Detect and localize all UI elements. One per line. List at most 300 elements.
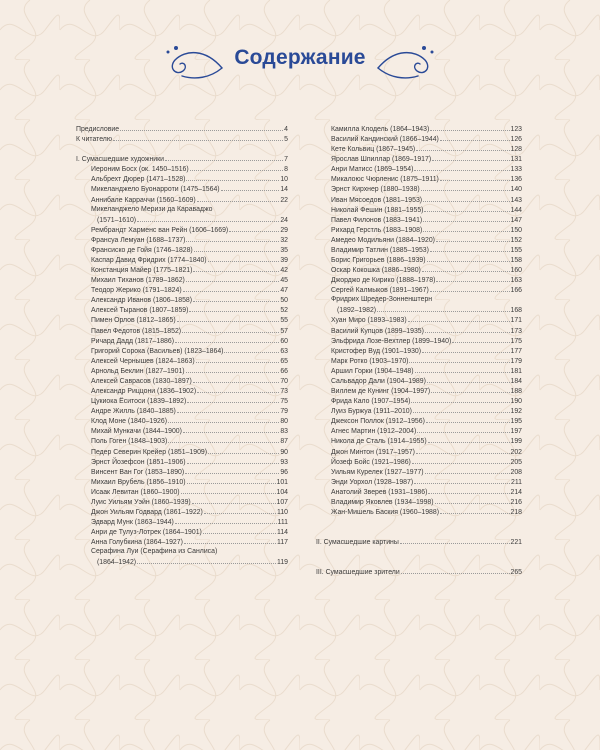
toc-entry[interactable] <box>76 225 288 235</box>
toc-entry[interactable] <box>76 346 288 356</box>
toc-entry[interactable] <box>76 245 288 255</box>
toc-entry-title: Джорджо де Кирико (1888–1978) <box>331 277 436 285</box>
toc-page-number: 101 <box>276 478 288 486</box>
toc-entry[interactable] <box>316 265 522 275</box>
toc-page-number: 123 <box>510 126 522 133</box>
toc-entry[interactable] <box>76 315 288 325</box>
toc-entry[interactable] <box>76 497 288 507</box>
toc-leader-dots <box>185 467 279 474</box>
toc-entry-title: Фридрих Шредер-Зонненштерн <box>331 296 433 304</box>
toc-entry-title: Рембрандт Харменс ван Рейн (1606–1669) <box>91 226 229 234</box>
toc-page-number: 117 <box>277 539 288 547</box>
toc-page-number: 107 <box>276 498 288 506</box>
toc-leader-dots <box>422 265 510 272</box>
toc-leader-dots <box>194 245 280 252</box>
toc-page-number: 179 <box>510 357 522 365</box>
toc-entry-title: Поль Гоген (1848–1903) <box>91 438 168 446</box>
toc-page-number: 52 <box>280 307 288 315</box>
toc-section-entry[interactable] <box>316 567 522 577</box>
toc-page-number: 66 <box>280 367 288 375</box>
toc-leader-dots <box>137 215 279 222</box>
toc-page-number: 181 <box>510 367 522 375</box>
toc-section-entry[interactable] <box>76 134 288 144</box>
toc-entry-title: II. Сумасшедшие картины <box>316 539 399 547</box>
toc-leader-dots <box>377 305 509 312</box>
toc-leader-dots <box>208 255 280 262</box>
toc-entry-title: Ярослав Шпиллар (1869–1917) <box>331 156 432 164</box>
toc-entry-title: Эрнст Кирхнер (1880–1938) <box>331 186 420 194</box>
toc-leader-dots <box>424 205 509 212</box>
toc-page-number: 158 <box>510 257 522 265</box>
toc-page-number: 150 <box>510 226 522 234</box>
toc-entry-title: Жан-Мишель Баския (1960–1988) <box>331 508 440 516</box>
toc-entry[interactable] <box>316 295 522 305</box>
toc-entry[interactable] <box>316 184 522 194</box>
toc-entry-title: Иван Мясоедов (1881–1953) <box>331 196 423 204</box>
toc-page-number: 221 <box>510 539 522 547</box>
toc-leader-dots <box>440 174 510 181</box>
toc-leader-dots <box>423 195 509 202</box>
toc-page-number: 214 <box>510 488 522 496</box>
toc-page-number: 60 <box>280 337 288 345</box>
toc-leader-dots <box>229 225 279 232</box>
toc-leader-dots <box>190 164 283 171</box>
toc-entry-title: Микеланджело Меризи да Караваджо <box>91 205 213 213</box>
toc-leader-dots <box>440 507 509 514</box>
toc-entry-title: Павел Филонов (1883–1941) <box>331 216 423 224</box>
toc-leader-dots <box>416 144 509 151</box>
toc-page-number: 75 <box>280 398 288 406</box>
toc-page-number: 199 <box>510 438 522 446</box>
toc-page-number: 173 <box>510 327 522 335</box>
toc-leader-dots <box>224 346 279 353</box>
toc-entry[interactable] <box>316 215 522 225</box>
toc-page-number: 171 <box>510 317 522 325</box>
toc-entry[interactable] <box>316 346 522 356</box>
toc-entry-title: Александр Иванов (1806–1858) <box>91 297 193 305</box>
toc-entry[interactable] <box>316 487 522 497</box>
toc-entry-title: Цукиока Ёситоси (1839–1892) <box>91 398 187 406</box>
toc-entry[interactable] <box>76 457 288 467</box>
toc-entry[interactable] <box>316 396 522 406</box>
toc-entry[interactable] <box>76 356 288 366</box>
toc-page-number: 211 <box>511 478 522 486</box>
toc-entry-title: Камилла Клодель (1864–1943) <box>331 126 430 133</box>
toc-page-number: 104 <box>276 488 288 496</box>
toc-entry-title: Каспар Давид Фридрих (1774–1840) <box>91 257 207 265</box>
toc-entry-title: Оскар Кокошка (1886–1980) <box>331 267 421 275</box>
toc-leader-dots <box>186 235 279 242</box>
toc-entry[interactable] <box>76 416 288 426</box>
toc-page-number: 79 <box>280 408 288 416</box>
toc-entry-title: Винсент Ван Гог (1853–1890) <box>91 468 185 476</box>
toc-page-number: 32 <box>280 236 288 244</box>
toc-leader-dots <box>440 134 510 141</box>
toc-entry-title: I. Сумасшедшие художники <box>76 156 165 164</box>
toc-page-number: 47 <box>280 287 288 295</box>
toc-leader-dots <box>413 406 510 413</box>
toc-entry[interactable] <box>76 517 288 527</box>
toc-entry-title: Алексей Чернышев (1824–1863) <box>91 357 195 365</box>
toc-leader-dots <box>137 557 276 564</box>
toc-entry[interactable] <box>76 376 288 386</box>
toc-entry-title: (1892–1982) <box>337 307 377 315</box>
toc-leader-dots <box>401 567 510 574</box>
toc-leader-dots <box>193 295 279 302</box>
toc-entry-title: Предисловие <box>76 126 120 133</box>
toc-entry-title: Серафина Луи (Серафина из Санлиса) <box>91 548 218 556</box>
toc-entry-title: Анна Голубкина (1864–1927) <box>91 539 183 547</box>
toc-page-number: 22 <box>280 196 288 204</box>
toc-entry-title: Луиз Буржуа (1911–2010) <box>331 408 412 416</box>
toc-entry[interactable] <box>316 497 522 507</box>
toc-leader-dots <box>427 376 510 383</box>
toc-page-number: 45 <box>280 277 288 285</box>
toc-leader-dots <box>452 336 509 343</box>
toc-entry[interactable] <box>316 376 522 386</box>
toc-entry[interactable] <box>316 406 522 416</box>
toc-page-number: 8 <box>284 166 288 174</box>
toc-entry-title: Михай Мункачи (1844–1900) <box>91 428 182 436</box>
toc-entry-title: (1864–1942) <box>97 559 137 567</box>
toc-entry[interactable] <box>76 436 288 446</box>
toc-page-number: 131 <box>510 156 522 164</box>
toc-entry-title: III. Сумасшедшие зрители <box>316 569 400 577</box>
toc-leader-dots <box>436 275 509 282</box>
toc-entry[interactable] <box>76 487 288 497</box>
toc-leader-dots <box>428 436 510 443</box>
toc-entry[interactable] <box>316 305 522 315</box>
toc-leader-dots <box>120 124 283 131</box>
toc-entry[interactable] <box>76 396 288 406</box>
toc-entry[interactable] <box>76 507 288 517</box>
toc-leader-dots <box>427 255 510 262</box>
toc-page-number: 50 <box>280 297 288 305</box>
toc-entry[interactable] <box>76 426 288 436</box>
toc-entry-title: Микеланджело Буонарроти (1475–1564) <box>91 186 220 194</box>
toc-page-number: 202 <box>510 448 522 456</box>
toc-leader-dots <box>181 487 276 494</box>
toc-entry[interactable] <box>316 326 522 336</box>
toc-leader-dots <box>187 396 279 403</box>
toc-page-number: 265 <box>510 569 522 577</box>
toc-entry[interactable] <box>76 295 288 305</box>
toc-section-entry[interactable] <box>76 154 288 164</box>
toc-leader-dots <box>423 225 509 232</box>
toc-entry[interactable] <box>76 305 288 315</box>
toc-leader-dots <box>168 436 279 443</box>
toc-entry-title: Эдвард Мунк (1863–1944) <box>91 519 174 527</box>
toc-entry-title: Эрнст Йозефсон (1851–1906) <box>91 458 186 466</box>
toc-page-number: 192 <box>510 408 522 416</box>
toc-entry-title: Никола де Сталь (1914–1955) <box>331 438 427 446</box>
toc-page-number: 140 <box>510 186 522 194</box>
toc-entry-title: Александр Риццони (1836–1902) <box>91 388 197 396</box>
toc-entry-title: Агнес Мартин (1912–2004) <box>331 428 417 436</box>
toc-entry[interactable] <box>76 406 288 416</box>
toc-spacer <box>316 557 522 567</box>
toc-page-number: 63 <box>280 347 288 355</box>
toc-leader-dots <box>415 366 510 373</box>
toc-spacer <box>316 547 522 557</box>
toc-entry[interactable] <box>316 225 522 235</box>
toc-entry-title: Борис Григорьев (1886–1939) <box>331 257 426 265</box>
toc-entry[interactable] <box>316 507 522 517</box>
toc-entry-title: Исаак Левитан (1860–1900) <box>91 488 180 496</box>
toc-leader-dots <box>183 426 279 433</box>
toc-entry[interactable] <box>76 285 288 295</box>
toc-entry-title: Пимен Орлов (1812–1865) <box>91 317 176 325</box>
toc-page-number: 83 <box>280 428 288 436</box>
toc-entry-title: Аннибале Карраччи (1560–1609) <box>91 196 196 204</box>
toc-page-number: 190 <box>510 398 522 406</box>
toc-leader-dots <box>409 356 509 363</box>
toc-entry[interactable] <box>76 235 288 245</box>
toc-page-number: 133 <box>510 166 522 174</box>
toc-leader-dots <box>430 245 510 252</box>
toc-entry[interactable] <box>316 457 522 467</box>
toc-entry[interactable] <box>76 527 288 537</box>
toc-entry-title: Василий Купцов (1899–1935) <box>331 327 424 335</box>
toc-entry-title: Анатолий Зверев (1931–1986) <box>331 488 428 496</box>
toc-entry-title: Анри де Тулуз-Лотрек (1864–1901) <box>91 529 202 537</box>
toc-leader-dots <box>187 477 276 484</box>
toc-leader-dots <box>423 215 509 222</box>
toc-page-number: 93 <box>280 458 288 466</box>
toc-page-number: 168 <box>510 307 522 315</box>
toc-leader-dots <box>412 457 510 464</box>
toc-page-number: 160 <box>510 267 522 275</box>
toc-entry-title: Алексей Тыранов (1807–1859) <box>91 307 189 315</box>
toc-leader-dots <box>193 376 280 383</box>
toc-spacer <box>76 144 288 154</box>
toc-entry-title: Марк Ротко (1903–1970) <box>331 357 409 365</box>
toc-section-entry[interactable] <box>76 124 288 134</box>
toc-page-number: 55 <box>280 317 288 325</box>
toc-leader-dots <box>414 164 509 171</box>
toc-page-number: 163 <box>510 277 522 285</box>
toc-entry-title: Джон Уильям Годвард (1861–1922) <box>91 508 203 516</box>
toc-page-number: 136 <box>510 176 522 184</box>
toc-entry-title: Алексей Саврасов (1830–1897) <box>91 377 192 385</box>
toc-entry[interactable] <box>76 467 288 477</box>
toc-entry-title: Альбрехт Дюрер (1471–1528) <box>91 176 186 184</box>
toc-entry[interactable] <box>76 537 288 547</box>
toc-entry-title: Франсиско де Гойя (1746–1828) <box>91 246 193 254</box>
toc-entry-title: Клод Моне (1840–1926) <box>91 418 168 426</box>
toc-entry-title: Кристофер Вуд (1901–1930) <box>331 347 422 355</box>
toc-page-number: 96 <box>280 468 288 476</box>
toc-leader-dots <box>421 184 510 191</box>
toc-entry[interactable] <box>76 205 288 215</box>
toc-entry[interactable] <box>316 174 522 184</box>
toc-page-number: 144 <box>510 206 522 214</box>
toc-leader-dots <box>203 527 276 534</box>
toc-leader-dots <box>113 134 283 141</box>
toc-entry-title: Сергей Калмыков (1891–1967) <box>331 287 429 295</box>
toc-leader-dots <box>182 326 279 333</box>
toc-leader-dots <box>175 336 279 343</box>
toc-leader-dots <box>416 447 510 454</box>
toc-section-entry[interactable] <box>316 537 522 547</box>
toc-entry-title: Луис Уильям Уэйн (1860–1939) <box>91 498 191 506</box>
toc-leader-dots <box>186 174 279 181</box>
toc-leader-dots <box>430 124 509 131</box>
toc-entry[interactable] <box>316 356 522 366</box>
toc-leader-dots <box>431 386 509 393</box>
toc-page-number: 73 <box>280 388 288 396</box>
toc-leader-dots <box>432 154 509 161</box>
toc-entry[interactable] <box>76 386 288 396</box>
toc-leader-dots <box>221 184 280 191</box>
toc-leader-dots <box>436 235 510 242</box>
toc-entry[interactable] <box>76 447 288 457</box>
toc-entry-title: Франсуа Лемуан (1688–1737) <box>91 236 186 244</box>
toc-entry[interactable] <box>316 447 522 457</box>
toc-entry[interactable] <box>316 195 522 205</box>
toc-leader-dots <box>165 154 283 161</box>
toc-page-number: 42 <box>280 267 288 275</box>
toc-leader-dots <box>186 366 280 373</box>
toc-entry[interactable] <box>316 336 522 346</box>
toc-entry-title: Кете Кольвиц (1867–1945) <box>331 146 416 154</box>
toc-right-column <box>316 124 522 578</box>
toc-entry[interactable] <box>76 184 288 194</box>
toc-entry-title: Ричард Дадд (1817–1886) <box>91 337 175 345</box>
toc-entry-title: Владимир Яковлев (1934–1998) <box>331 498 434 506</box>
toc-entry[interactable] <box>316 134 522 144</box>
toc-page-number: 128 <box>510 146 522 154</box>
toc-leader-dots <box>414 477 510 484</box>
toc-entry-title: Михаил Врубель (1856–1910) <box>91 478 186 486</box>
toc-entry-title: Виллем де Кунинг (1904–1997) <box>331 388 431 396</box>
toc-page-number: 216 <box>510 498 522 506</box>
toc-leader-dots <box>186 275 280 282</box>
toc-leader-dots <box>425 467 510 474</box>
toc-spacer <box>316 527 522 537</box>
toc-page-number: 65 <box>280 357 288 365</box>
toc-entry[interactable] <box>76 557 288 567</box>
toc-leader-dots <box>425 326 510 333</box>
toc-entry-title: Михаил Тиханов (1789–1862) <box>91 277 185 285</box>
toc-entry[interactable] <box>316 285 522 295</box>
toc-page-number: 208 <box>510 468 522 476</box>
toc-entry[interactable] <box>76 336 288 346</box>
toc-entry[interactable] <box>316 154 522 164</box>
toc-page-number: 218 <box>510 508 522 516</box>
toc-page-number: 14 <box>280 186 288 194</box>
toc-entry-title: Джон Минтон (1917–1957) <box>331 448 415 456</box>
toc-entry[interactable] <box>316 164 522 174</box>
toc-entry[interactable] <box>316 315 522 325</box>
toc-entry[interactable] <box>316 467 522 477</box>
toc-page-number: 126 <box>510 136 522 144</box>
toc-entry[interactable] <box>316 205 522 215</box>
toc-page-number: 80 <box>280 418 288 426</box>
toc-leader-dots <box>208 447 279 454</box>
toc-entry[interactable] <box>316 124 522 134</box>
toc-leader-dots <box>187 457 280 464</box>
toc-entry-title: Григорий Сорока (Васильев) (1823–1864) <box>91 347 224 355</box>
toc-entry[interactable] <box>76 477 288 487</box>
toc-page-number: 184 <box>510 377 522 385</box>
toc-entry-title: Фрида Кало (1907–1954) <box>331 398 411 406</box>
toc-entry[interactable] <box>76 326 288 336</box>
toc-entry[interactable] <box>76 547 288 557</box>
toc-left-column <box>76 124 288 567</box>
toc-page-number: 175 <box>510 337 522 345</box>
toc-entry[interactable] <box>76 215 288 225</box>
toc-page-number: 152 <box>510 236 522 244</box>
toc-page-number: 29 <box>280 226 288 234</box>
toc-page-number: 87 <box>280 438 288 446</box>
toc-entry[interactable] <box>76 174 288 184</box>
toc-entry[interactable] <box>316 235 522 245</box>
toc-page-number: 197 <box>510 428 522 436</box>
toc-entry[interactable] <box>316 386 522 396</box>
toc-entry[interactable] <box>76 275 288 285</box>
toc-entry-title: Микалоюс Чюрленис (1875–1911) <box>331 176 439 184</box>
toc-entry-title: Йозеф Бойс (1921–1986) <box>331 458 411 466</box>
toc-entry-title: Джексон Поллок (1912–1956) <box>331 418 425 426</box>
toc-entry-title: Педер Северин Крейер (1851–1909) <box>91 448 208 456</box>
toc-entry[interactable] <box>316 416 522 426</box>
toc-leader-dots <box>168 416 279 423</box>
toc-page-number: 114 <box>277 529 288 537</box>
toc-entry[interactable] <box>316 436 522 446</box>
toc-entry[interactable] <box>316 426 522 436</box>
toc-entry-title: Николай Фешин (1881–1955) <box>331 206 424 214</box>
toc-entry[interactable] <box>76 366 288 376</box>
toc-leader-dots <box>184 537 276 544</box>
toc-entry[interactable] <box>76 164 288 174</box>
toc-entry[interactable] <box>316 255 522 265</box>
toc-entry-title: Павел Федотов (1815–1852) <box>91 327 182 335</box>
toc-entry[interactable] <box>316 144 522 154</box>
toc-leader-dots <box>408 315 510 322</box>
toc-entry-title: Владимир Татлин (1885–1953) <box>331 246 429 254</box>
toc-leader-dots <box>175 517 277 524</box>
toc-entry-title: (1571–1610) <box>97 216 137 224</box>
toc-page-number: 4 <box>284 126 288 133</box>
toc-entry-title: Аршил Горки (1904–1948) <box>331 367 414 375</box>
toc-entry-title: Андре Жилль (1840–1885) <box>91 408 176 416</box>
toc-entry-title: Констанция Майер (1775–1821) <box>91 267 193 275</box>
toc-entry[interactable] <box>316 245 522 255</box>
toc-entry-title: Сальвадор Дали (1904–1989) <box>331 377 426 385</box>
toc-entry-title: Анри Матисс (1869–1954) <box>331 166 414 174</box>
toc-page-number: 90 <box>280 448 288 456</box>
toc-entry[interactable] <box>316 366 522 376</box>
toc-leader-dots <box>422 346 509 353</box>
toc-entry[interactable] <box>76 195 288 205</box>
toc-entry[interactable] <box>76 265 288 275</box>
toc-leader-dots <box>426 416 510 423</box>
toc-entry[interactable] <box>316 477 522 487</box>
toc-entry[interactable] <box>76 255 288 265</box>
toc-leader-dots <box>197 386 279 393</box>
toc-entry-title: Амедео Модильяни (1884–1920) <box>331 236 435 244</box>
toc-entry-title: Арнольд Беклин (1827–1901) <box>91 367 185 375</box>
toc-leader-dots <box>204 507 276 514</box>
toc-page-number: 177 <box>510 347 522 355</box>
toc-page-number: 155 <box>510 246 522 254</box>
page-title: Содержание <box>234 46 366 69</box>
toc-entry-title: Теодор Жерико (1791–1824) <box>91 287 182 295</box>
toc-entry[interactable] <box>316 275 522 285</box>
toc-page-number: 57 <box>280 327 288 335</box>
toc-entry-title: Энди Уорхол (1928–1987) <box>331 478 414 486</box>
